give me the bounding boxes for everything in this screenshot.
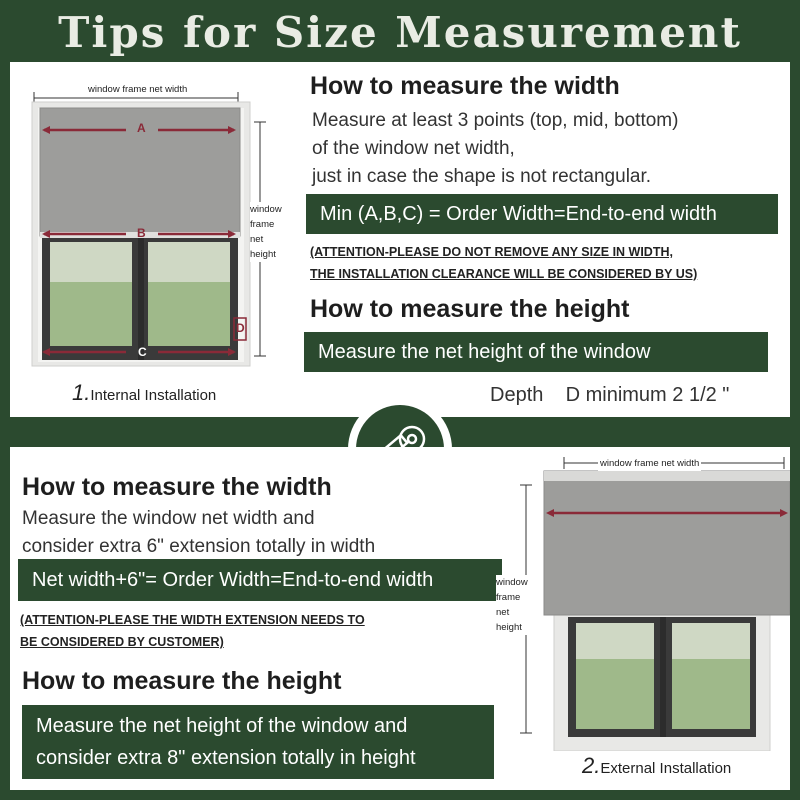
letter-a: A: [137, 121, 146, 135]
caption-text: Internal Installation: [90, 387, 217, 404]
ext-frame-height-label: window frame net height: [496, 577, 528, 633]
frame-height-label: window frame net height: [250, 204, 282, 260]
height-box: Measure the net height of the window: [304, 332, 768, 372]
ext-caption-number: 2.: [582, 753, 601, 778]
height-heading: How to measure the height: [310, 295, 630, 323]
ext-caption-text: External Installation: [600, 760, 732, 777]
letter-c: C: [138, 345, 147, 359]
width-heading: How to measure the width: [310, 72, 620, 100]
ext-caption: [582, 753, 731, 779]
page-title: Tips for Size Measurement: [58, 8, 742, 57]
letter-d: D: [236, 321, 245, 335]
width-instructions: Measure at least 3 points (top, mid, bottom) of the window net width, just in case the shape is not rectangular.: [312, 110, 679, 187]
ext-height-box: Measure the net height of the window and consider extra 8" extension totally in height: [22, 705, 494, 779]
ext-frame-width-label: window frame net width: [600, 458, 700, 469]
width-formula-box: Min (A,B,C) = Order Width=End-to-end width: [306, 194, 778, 234]
external-installation-illustration: [520, 451, 790, 751]
ext-height-heading: How to measure the height: [22, 667, 342, 695]
caption-number: 1.: [72, 380, 91, 405]
ext-width-attention-note: (ATTENTION-PLEASE THE WIDTH EXTENSION NEEDS TO BE CONSIDERED BY CUSTOMER): [20, 613, 365, 649]
frame-width-label: window frame net width: [88, 84, 188, 95]
external-installation-panel: [10, 447, 790, 790]
ext-width-heading: How to measure the width: [22, 473, 332, 501]
internal-caption: [72, 380, 216, 406]
ext-width-instructions: Measure the window net width and consider extra 6" extension totally in width: [22, 508, 376, 557]
letter-b: B: [137, 226, 146, 240]
width-attention-note: (ATTENTION-PLEASE DO NOT REMOVE ANY SIZE IN WIDTH, THE INSTALLATION CLEARANCE WILL BE CONSIDERED BY US): [310, 245, 698, 281]
internal-installation-illustration: [28, 74, 288, 414]
internal-installation-panel: [10, 62, 790, 417]
depth-note: Depth D minimum 2 1/2 ": [490, 384, 730, 406]
ext-width-formula-box: Net width+6"= Order Width=End-to-end width: [18, 559, 502, 601]
